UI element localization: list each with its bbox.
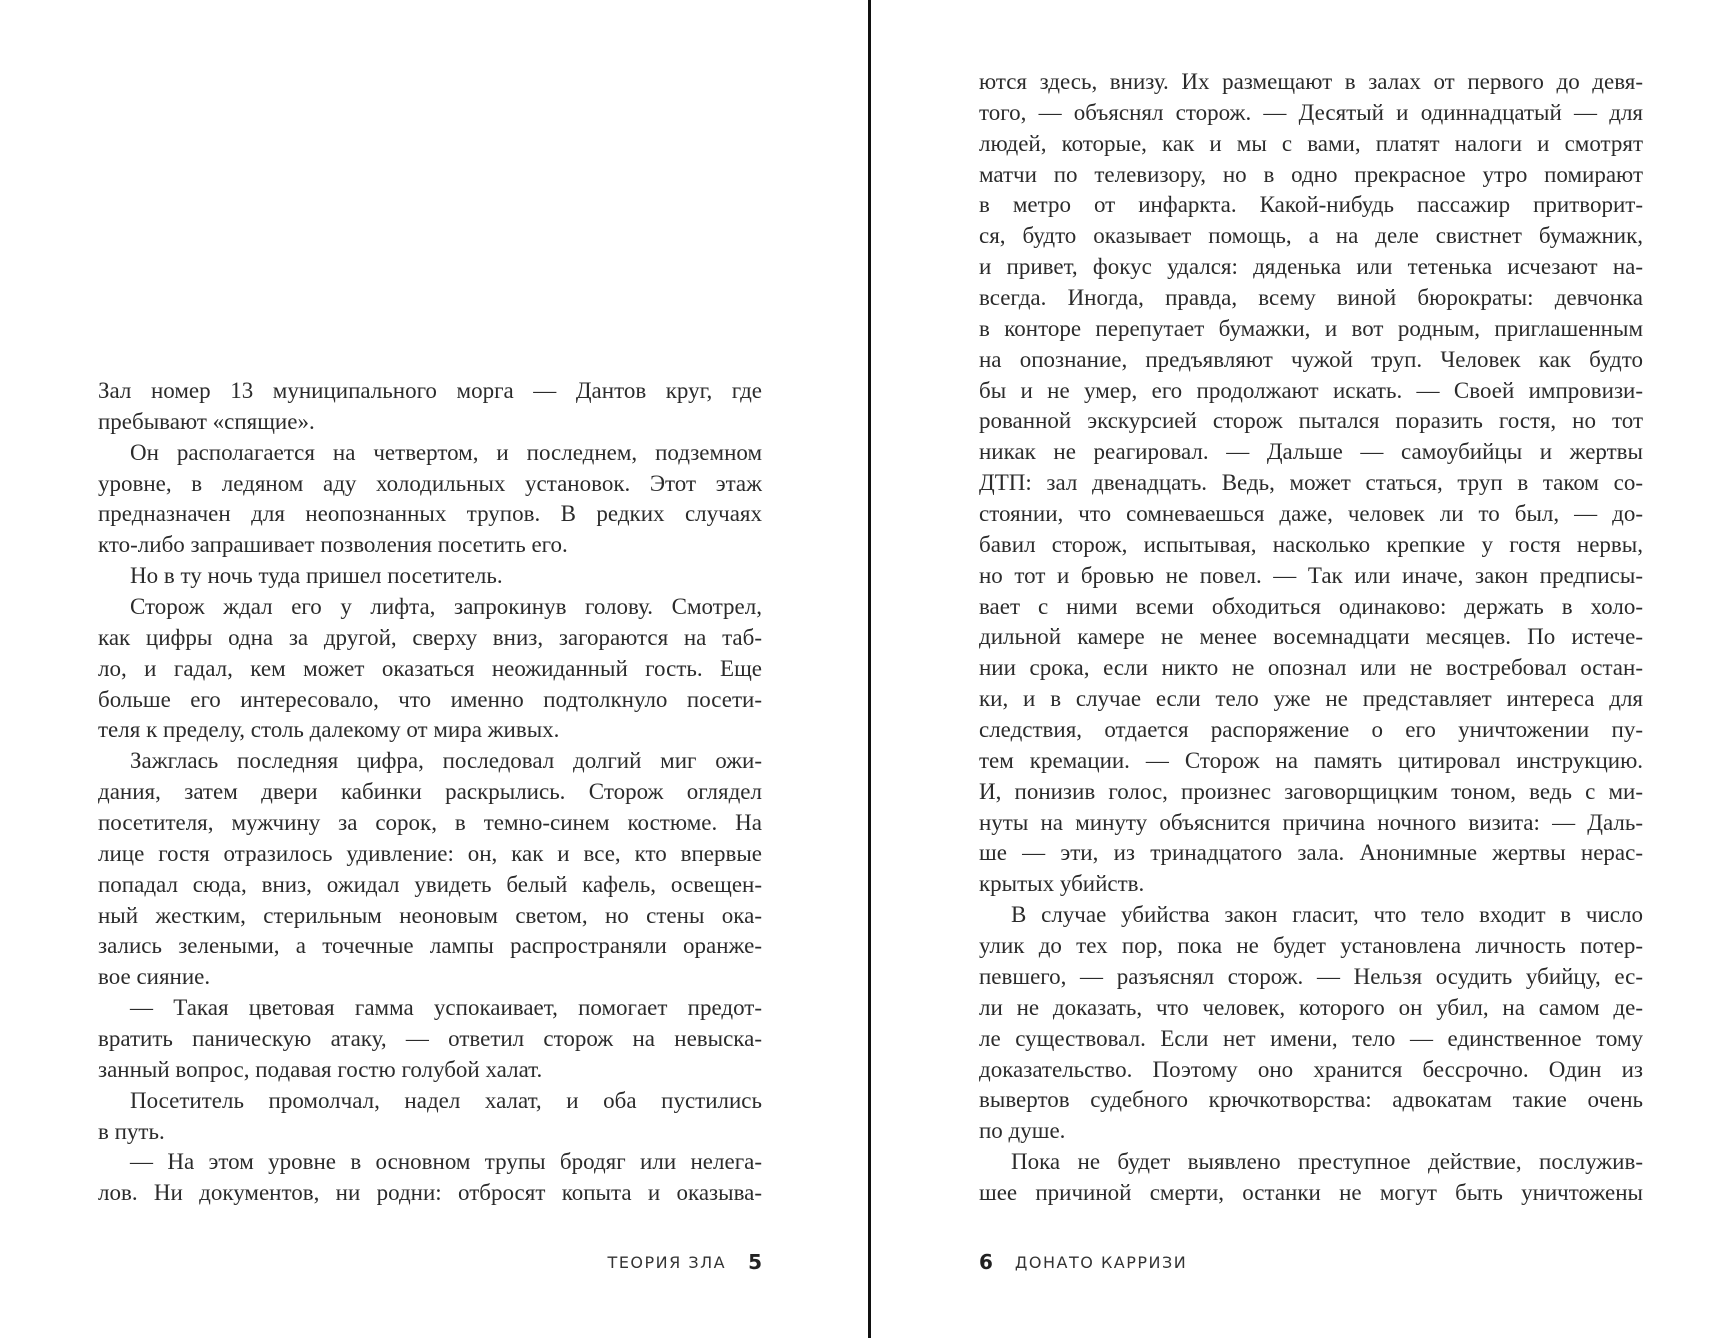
right-page-footer [979, 1250, 1187, 1274]
text-line: следствия, отдается распоряжение о его уничтожении пу- [979, 717, 1643, 743]
text-line: зались зелеными, а точечные лампы распространяли оранже- [98, 933, 762, 959]
text-line: — На этом уровне в основном трупы бродяг или нелега- [130, 1149, 762, 1175]
text-line: Но в ту ночь туда пришел посетитель. [130, 563, 503, 589]
paragraph [979, 67, 1643, 900]
text-line: ше — эти, из тринадцатого зала. Анонимные жертвы нерас- [979, 840, 1643, 866]
text-line: нии срока, если никто не опознал или не востребовал остан- [979, 655, 1643, 681]
paragraph [98, 561, 762, 592]
text-line: Посетитель промолчал, надел халат, и оба пустились [130, 1087, 762, 1113]
text-line: Зажглась последняя цифра, последовал долгий миг ожи- [130, 748, 762, 774]
text-line: людей, которые, как и мы с вами, платят налоги и смотрят [979, 130, 1643, 156]
paragraph [98, 993, 762, 1086]
text-line: лице гостя отразилось удивление: он, как и все, кто впервые [98, 840, 762, 866]
paragraph [98, 438, 762, 561]
text-line: улик до тех пор, пока не будет установлена личность потер- [979, 933, 1643, 959]
text-line: вое сияние. [98, 964, 211, 990]
text-line: Сторож ждал его у лифта, запрокинув голову. Смотрел, [130, 594, 762, 620]
text-line: матчи по телевизору, но в одно прекрасное утро помирают [979, 161, 1643, 187]
text-line: ся, будто оказывает помощь, а на деле свистнет бумажник, [979, 223, 1643, 249]
text-line: Он располагается на четвертом, и последнем, подземном [130, 439, 762, 465]
text-line: ки, и в случае если тело уже не представляет интереса для [979, 686, 1643, 712]
text-line: бавил сторож, испытывая, насколько крепкие у гостя нервы, [979, 531, 1643, 557]
text-line: стоянии, что сомневаешься даже, человек ли то был, — до- [979, 501, 1643, 527]
text-line: рованной экскурсией сторож пытался поразить гостя, но тот [979, 408, 1643, 434]
right-page-text [979, 67, 1643, 1209]
text-line: попадал сюда, вниз, ожидал увидеть белый кафель, освещен- [98, 871, 762, 897]
text-line: ются здесь, внизу. Их размещают в залах от первого до девя- [979, 69, 1643, 94]
left-page-text [98, 376, 762, 1209]
text-line: всегда. Иногда, правда, всему виной бюрократы: девчонка [979, 285, 1643, 311]
page-spine-divider [868, 0, 871, 1338]
text-line: теля к пределу, столь далекому от мира живых. [98, 717, 560, 743]
paragraph [98, 592, 762, 746]
text-line: как цифры одна за другой, сверху вниз, загораются на таб- [98, 624, 762, 650]
paragraph [979, 1147, 1643, 1209]
text-line: ло, и гадал, кем может оказаться неожиданный гость. Еще [98, 655, 762, 681]
text-line: Пока не будет выявлено преступное действие, послужив- [1011, 1149, 1643, 1175]
paragraph [98, 376, 762, 438]
text-line: ный жестким, стерильным неоновым светом, но стены ока- [98, 902, 762, 928]
text-line: вратить паническую атаку, — ответил сторож на невыска- [98, 1026, 762, 1052]
page-number: 5 [748, 1250, 762, 1274]
text-line: кто-либо запрашивает позволения посетить его. [98, 532, 568, 558]
text-line: нуты на минуту объяснится причина ночного визита: — Даль- [979, 809, 1643, 835]
text-line: и привет, фокус удался: дяденька или тетенька исчезают на- [979, 254, 1643, 280]
text-line: И, понизив голос, произнес заговорщицким тоном, ведь с ми- [979, 778, 1643, 804]
text-line: дания, затем двери кабинки раскрылись. Сторож оглядел [98, 779, 762, 805]
text-line: Зал номер 13 муниципального морга — Дантов круг, где [98, 378, 762, 403]
left-page-footer [608, 1250, 762, 1274]
text-line: ле существовал. Если нет имени, тело — единственное тому [979, 1025, 1643, 1051]
text-line: занный вопрос, подавая гостю голубой халат. [98, 1056, 543, 1082]
text-line: лов. Ни документов, ни родни: отбросят копыта и оказыва- [98, 1180, 762, 1206]
text-line: ли не доказать, что человек, которого он убил, на самом де- [979, 994, 1643, 1020]
paragraph [979, 900, 1643, 1147]
text-line: в метро от инфаркта. Какой-нибудь пассажир притворит- [979, 192, 1643, 218]
text-line: никак не реагировал. — Дальше — самоубийцы и жертвы [979, 439, 1643, 465]
text-line: крытых убийств. [979, 871, 1145, 897]
paragraph [98, 746, 762, 993]
text-line: вывертов судебного крючкотворства: адвокатам такие очень [979, 1087, 1643, 1113]
text-line: но тот и бровью не повел. — Так или иначе, закон предписы- [979, 562, 1643, 588]
text-line: по душе. [979, 1118, 1066, 1144]
running-author: ДОНАТО КАРРИЗИ [1014, 1252, 1188, 1272]
text-line: В случае убийства закон гласит, что тело входит в число [1011, 902, 1643, 928]
text-line: доказательство. Поэтому оно хранится бессрочно. Один из [979, 1056, 1643, 1082]
text-line: в путь. [98, 1118, 165, 1144]
text-line: вает с ними всеми обходиться одинаково: держать в холо- [979, 593, 1643, 619]
text-line: пребывают «спящие». [98, 408, 315, 434]
text-line: шее причиной смерти, останки не могут быть уничтожены [979, 1179, 1643, 1205]
text-line: ДТП: зал двенадцать. Ведь, может статься, труп в таком со- [979, 470, 1643, 496]
text-line: дильной камере не менее восемнадцати месяцев. По истече- [979, 624, 1643, 650]
text-line: того, — объяснял сторож. — Десятый и одиннадцатый — для [979, 99, 1643, 125]
text-line: на опознание, предъявляют чужой труп. Человек как будто [979, 346, 1643, 372]
text-line: бы и не умер, его продолжают искать. — Своей импровизи- [979, 377, 1643, 403]
text-line: — Такая цветовая гамма успокаивает, помогает предот- [130, 995, 762, 1021]
running-title: ТЕОРИЯ ЗЛА [607, 1252, 727, 1272]
text-line: предназначен для неопознанных трупов. В редких случаях [98, 501, 762, 527]
text-line: в конторе перепутает бумажки, и вот родным, приглашенным [979, 315, 1643, 341]
text-line: тем кремации. — Сторож на память цитировал инструкцию. [979, 747, 1643, 773]
paragraph [98, 1147, 762, 1209]
text-line: посетителя, мужчину за сорок, в темно-синем костюме. На [98, 810, 762, 836]
text-line: певшего, — разъяснял сторож. — Нельзя осудить убийцу, ес- [979, 963, 1643, 989]
paragraph [98, 1086, 762, 1148]
text-line: больше его интересовало, что именно подтолкнуло посети- [98, 686, 762, 712]
page-number: 6 [979, 1250, 993, 1274]
text-line: уровне, в ледяном аду холодильных установок. Этот этаж [98, 470, 762, 496]
